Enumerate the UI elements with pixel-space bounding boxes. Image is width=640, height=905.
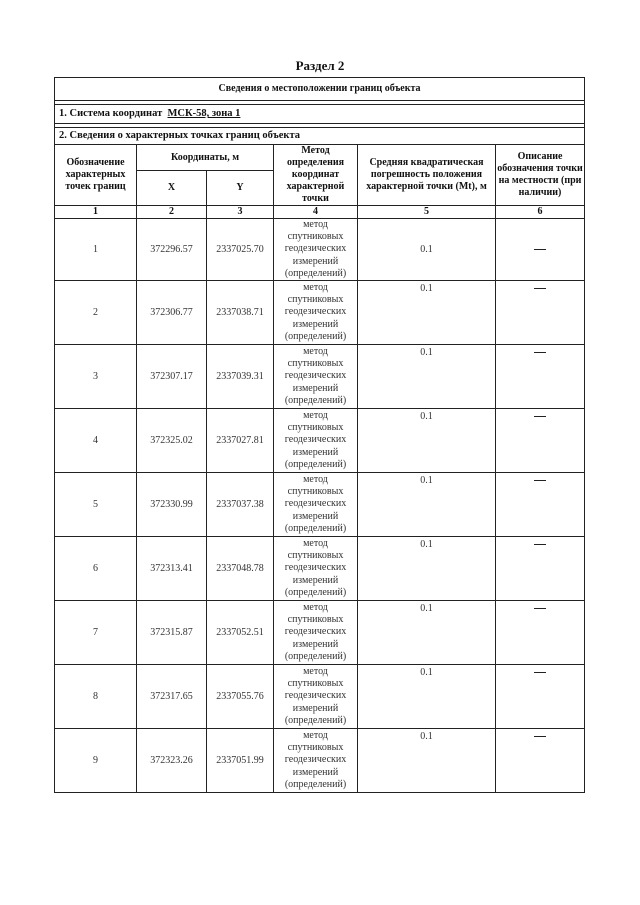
header-x: X	[137, 171, 207, 206]
method-line: (определений)	[284, 330, 347, 342]
method-line: (определений)	[284, 394, 347, 406]
method-line: спутниковых	[287, 550, 344, 562]
coord-x: 372306.77	[137, 281, 207, 345]
method-line: спутниковых	[287, 294, 344, 306]
header-description: Описание обозначения точки на местности (при наличии)	[496, 145, 585, 206]
coord-x: 372313.41	[137, 537, 207, 601]
coord-y: 2337038.71	[207, 281, 274, 345]
method-line: геодезических	[284, 690, 347, 702]
method-cell	[274, 281, 358, 345]
method-line: измерений	[292, 255, 339, 267]
coord-y: 2337051.99	[207, 729, 274, 793]
point-description	[496, 601, 585, 665]
method-line: метод	[303, 410, 328, 421]
header-coordinates: Координаты, м	[137, 145, 274, 171]
method-line: спутниковых	[287, 358, 344, 370]
method-cell	[274, 537, 358, 601]
mean-square-error: 0.1	[358, 473, 496, 537]
method-line: спутниковых	[287, 678, 344, 690]
method-cell	[274, 473, 358, 537]
method-line: (определений)	[284, 778, 347, 790]
method-line: метод	[303, 730, 328, 741]
method-line: метод	[303, 219, 328, 230]
method-line: геодезических	[284, 243, 347, 255]
mean-square-error: 0.1	[358, 601, 496, 665]
method-line: (определений)	[284, 714, 347, 726]
method-cell	[274, 665, 358, 729]
method-cell	[274, 601, 358, 665]
method-line: спутниковых	[287, 231, 344, 243]
mean-square-error: 0.1	[358, 729, 496, 793]
point-id: 3	[55, 345, 137, 409]
point-id: 2	[55, 281, 137, 345]
method-cell	[274, 409, 358, 473]
method-cell	[274, 729, 358, 793]
table-title: Сведения о местоположении границ объекта	[55, 78, 585, 101]
column-number: 2	[137, 206, 207, 219]
method-line: измерений	[292, 766, 339, 778]
table-row	[55, 409, 585, 473]
coord-y: 2337052.51	[207, 601, 274, 665]
point-id: 4	[55, 409, 137, 473]
method-line: измерений	[292, 382, 339, 394]
table-row	[55, 537, 585, 601]
method-line: измерений	[292, 574, 339, 586]
section-heading: Раздел 2	[295, 58, 345, 73]
method-line: измерений	[292, 638, 339, 650]
column-number: 3	[207, 206, 274, 219]
method-line: (определений)	[284, 267, 347, 279]
table-row	[55, 219, 585, 281]
header-y: Y	[207, 171, 274, 206]
method-line: геодезических	[284, 434, 347, 446]
header-method: Метод определения координат характерной точки	[274, 145, 358, 206]
method-line: метод	[303, 538, 328, 549]
table-row	[55, 473, 585, 537]
point-description	[496, 345, 585, 409]
method-line: измерений	[292, 446, 339, 458]
empty-dash	[534, 288, 546, 289]
point-id: 9	[55, 729, 137, 793]
coord-x: 372307.17	[137, 345, 207, 409]
coord-x: 372315.87	[137, 601, 207, 665]
coord-y: 2337039.31	[207, 345, 274, 409]
point-description	[496, 219, 585, 281]
column-number: 5	[358, 206, 496, 219]
coordinate-system	[55, 105, 585, 124]
method-line: геодезических	[284, 754, 347, 766]
point-description	[496, 729, 585, 793]
point-id: 8	[55, 665, 137, 729]
method-line: измерений	[292, 510, 339, 522]
method-line: (определений)	[284, 522, 347, 534]
coord-y: 2337027.81	[207, 409, 274, 473]
method-line: спутниковых	[287, 614, 344, 626]
mean-square-error: 0.1	[358, 345, 496, 409]
method-line: метод	[303, 602, 328, 613]
empty-dash	[534, 608, 546, 609]
table-row	[55, 729, 585, 793]
empty-dash	[534, 736, 546, 737]
coord-x: 372323.26	[137, 729, 207, 793]
coord-y: 2337055.76	[207, 665, 274, 729]
method-line: (определений)	[284, 586, 347, 598]
mean-square-error: 0.1	[358, 281, 496, 345]
point-description	[496, 537, 585, 601]
mean-square-error: 0.1	[358, 219, 496, 281]
method-cell	[274, 345, 358, 409]
empty-dash	[534, 416, 546, 417]
method-line: спутниковых	[287, 422, 344, 434]
empty-dash	[534, 480, 546, 481]
coord-y: 2337037.38	[207, 473, 274, 537]
method-line: измерений	[292, 702, 339, 714]
point-description	[496, 665, 585, 729]
method-line: метод	[303, 474, 328, 485]
column-numbers-row	[55, 206, 585, 219]
method-line: спутниковых	[287, 486, 344, 498]
point-description	[496, 473, 585, 537]
method-line: (определений)	[284, 650, 347, 662]
column-number: 1	[55, 206, 137, 219]
empty-dash	[534, 352, 546, 353]
empty-dash	[534, 544, 546, 545]
point-id: 7	[55, 601, 137, 665]
method-line: спутниковых	[287, 742, 344, 754]
table-row	[55, 345, 585, 409]
empty-dash	[534, 249, 546, 250]
coord-y: 2337025.70	[207, 219, 274, 281]
method-line: метод	[303, 282, 328, 293]
method-line: (определений)	[284, 458, 347, 470]
table-row	[55, 601, 585, 665]
method-line: измерений	[292, 318, 339, 330]
mean-square-error: 0.1	[358, 665, 496, 729]
point-description	[496, 409, 585, 473]
method-line: геодезических	[284, 498, 347, 510]
coordinate-system-label: 1. Система координат	[59, 108, 163, 119]
method-line: геодезических	[284, 370, 347, 382]
header-designation: Обозначение характерных точек границ	[55, 145, 137, 206]
coord-y: 2337048.78	[207, 537, 274, 601]
table-row	[55, 665, 585, 729]
column-number: 4	[274, 206, 358, 219]
point-id: 1	[55, 219, 137, 281]
table-row	[55, 281, 585, 345]
method-line: геодезических	[284, 306, 347, 318]
points-subtitle: 2. Сведения о характерных точках границ объекта	[55, 128, 585, 145]
empty-dash	[534, 672, 546, 673]
column-number: 6	[496, 206, 585, 219]
method-line: геодезических	[284, 626, 347, 638]
method-line: метод	[303, 346, 328, 357]
mean-square-error: 0.1	[358, 409, 496, 473]
coord-x: 372317.65	[137, 665, 207, 729]
coord-x: 372325.02	[137, 409, 207, 473]
header-error: Средняя квадратическая погрешность положения характерной точки (Mt), м	[358, 145, 496, 206]
coord-x: 372330.99	[137, 473, 207, 537]
point-id: 6	[55, 537, 137, 601]
point-description	[496, 281, 585, 345]
method-line: метод	[303, 666, 328, 677]
mean-square-error: 0.1	[358, 537, 496, 601]
coordinate-system-value: МСК-58, зона 1	[167, 108, 241, 119]
coord-x: 372296.57	[137, 219, 207, 281]
method-line: геодезических	[284, 562, 347, 574]
point-id: 5	[55, 473, 137, 537]
method-cell	[274, 219, 358, 281]
boundary-points-table	[54, 77, 585, 793]
